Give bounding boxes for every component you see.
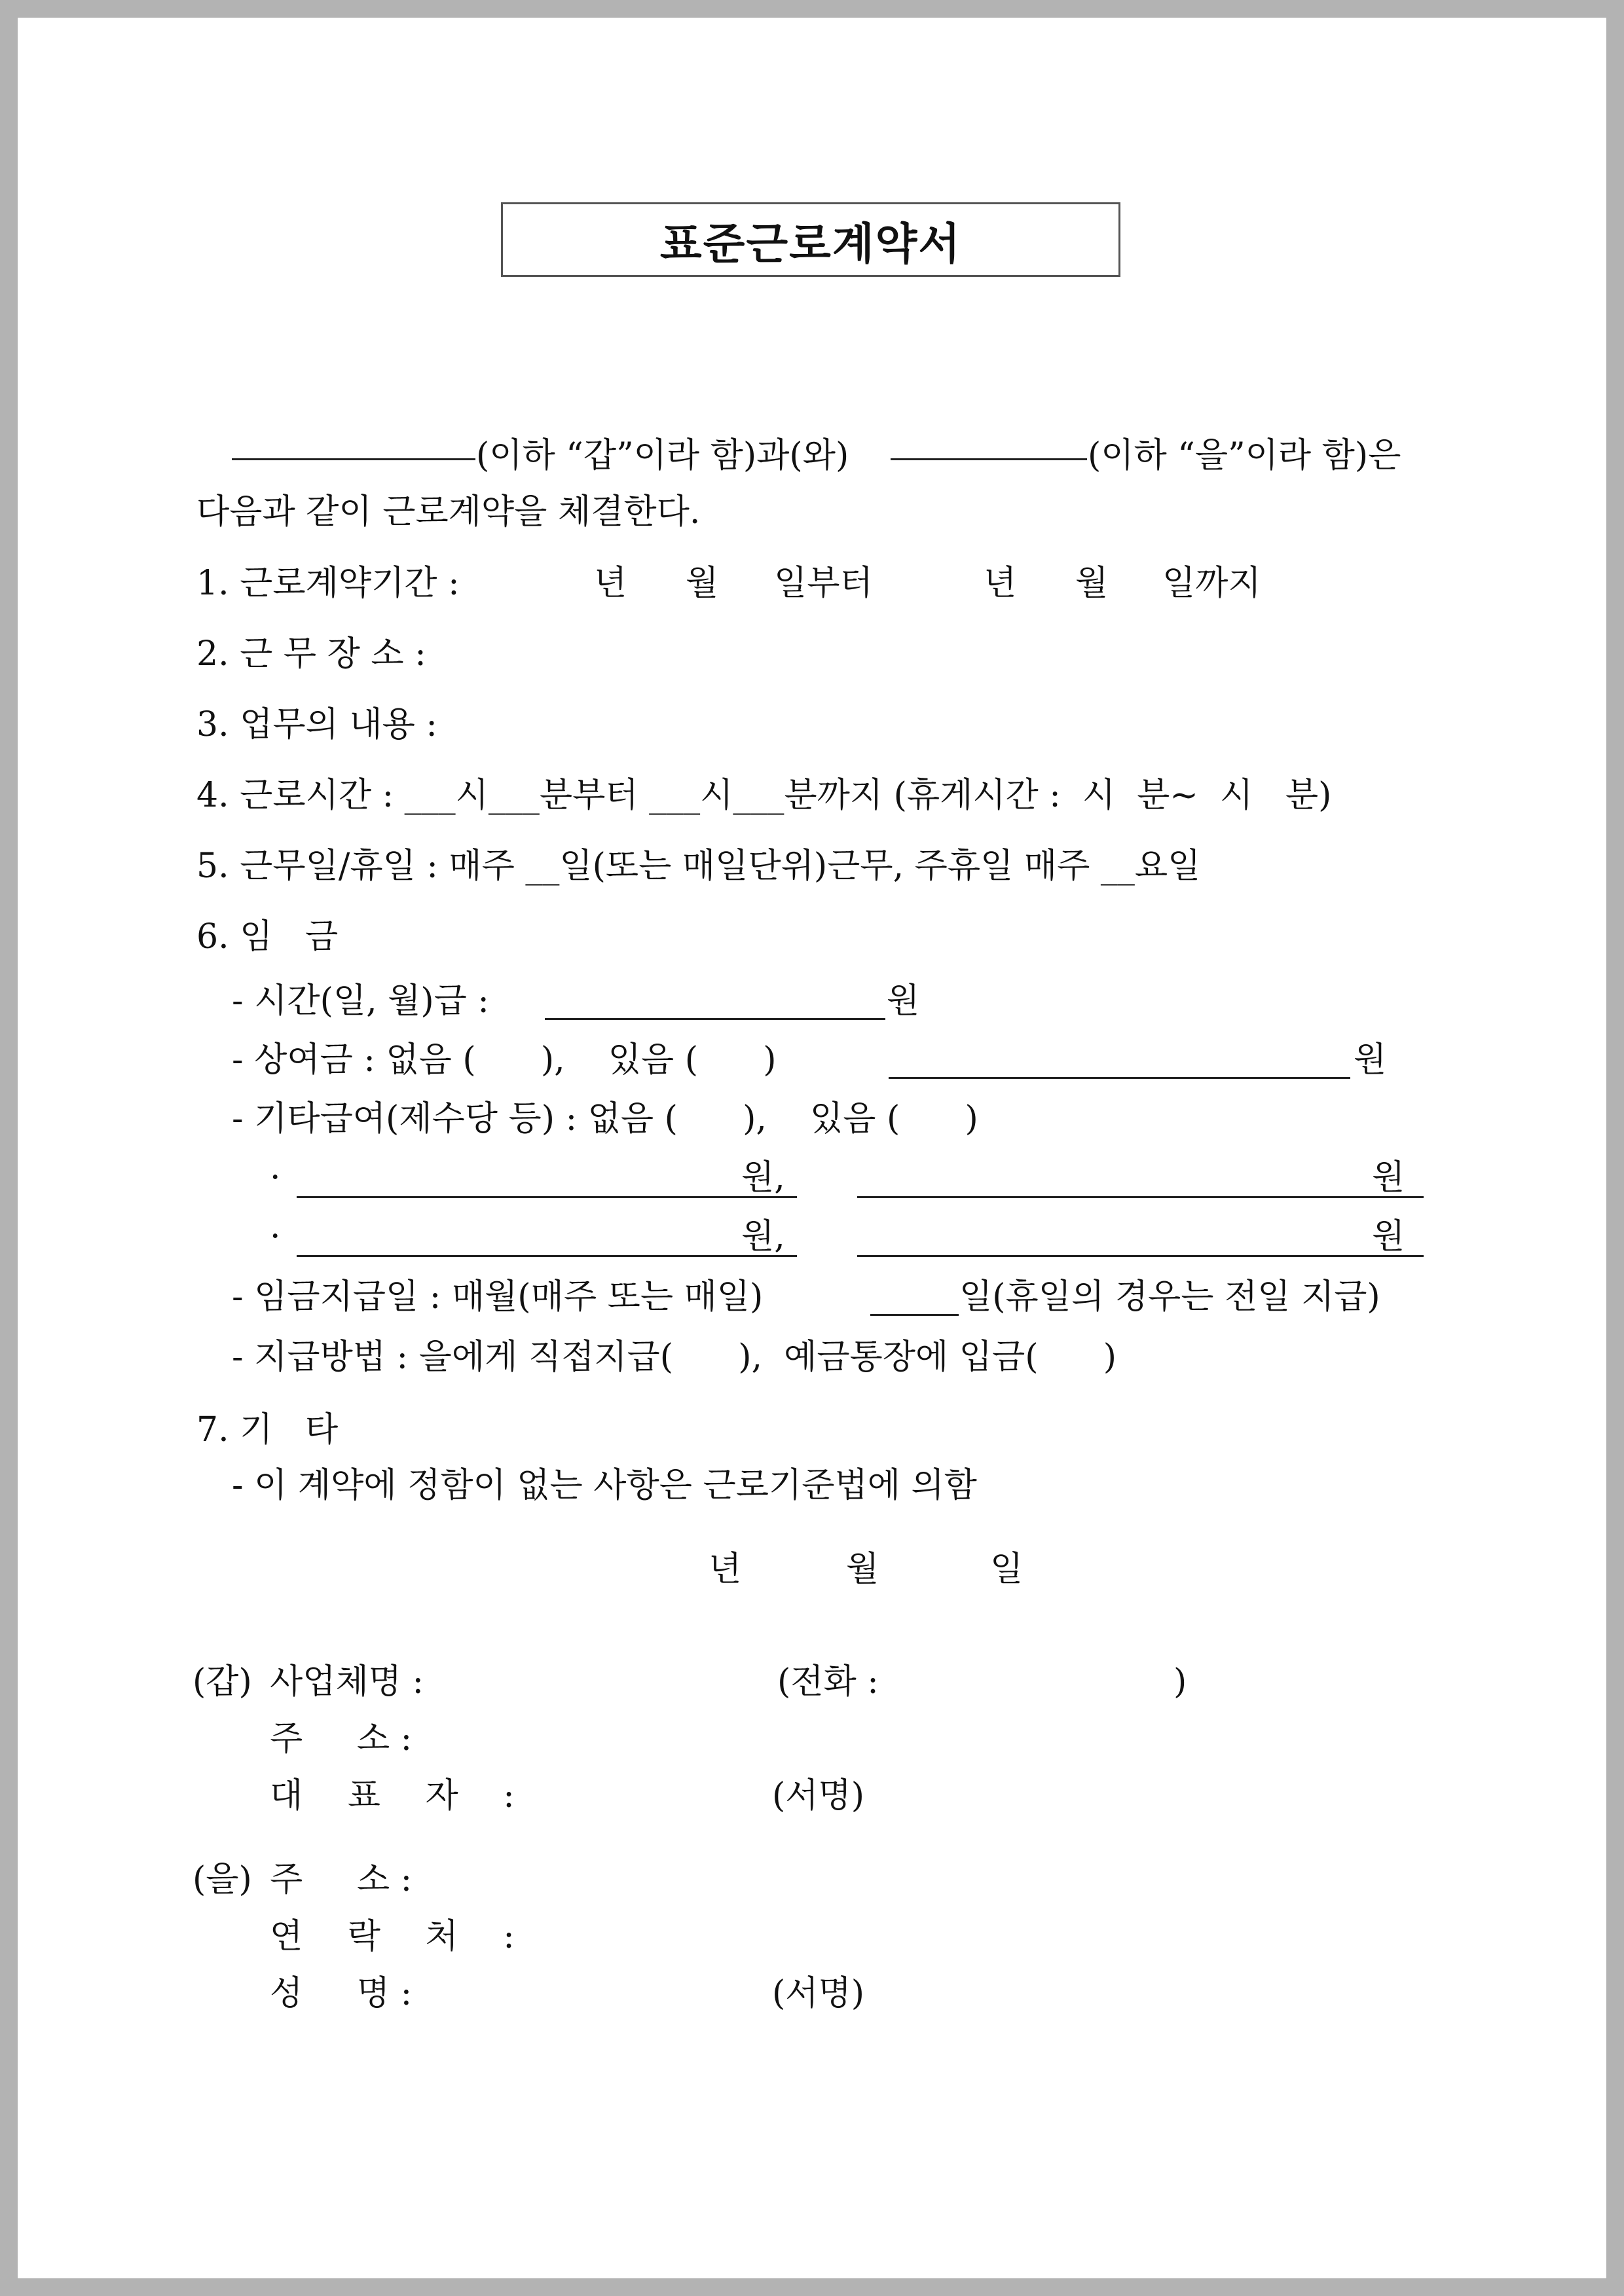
bonus-label: - 상여금 : 없음 ( ), 있음 ( ) [232,1040,777,1080]
payday-blank[interactable] [870,1314,959,1316]
other-pay-blank-a2[interactable] [297,1255,797,1257]
party-a-address-label: 주 소 : [270,1719,413,1758]
date-year: 년 [709,1550,742,1589]
other-pay-blank-a1[interactable] [297,1196,797,1198]
intro-part1: (이하 “갑”이라 함)과(와) [476,436,849,475]
employee-name-blank[interactable] [891,458,1087,460]
party-a-prefix: (갑) [193,1662,252,1702]
other-pay-label: - 기타급여(제수당 등) : 없음 ( ), 있음 ( ) [232,1099,978,1139]
other-pay-unit-b1: 원 [1372,1158,1405,1197]
item1-month1: 월 [686,564,719,603]
wage-hourly-unit: 원 [887,981,920,1021]
item2-workplace: 2. 근 무 장 소 : [196,634,426,674]
party-b-signature: (서명) [772,1974,865,2013]
other-pay-dot-1: · [270,1158,281,1197]
other-pay-unit-b2: 원 [1372,1217,1405,1256]
intro-line2: 다음과 같이 근로계약을 체결한다. [196,492,701,532]
item1-year2: 년 [984,564,1017,603]
document-title: 표준근로계약서 [501,202,1120,277]
item1-label: 1. 근로계약기간 : [196,564,460,603]
payment-method: - 지급방법 : 을에게 직접지급( ), 예금통장에 입금( ) [232,1338,1117,1377]
item1-day2: 일까지 [1162,564,1261,603]
item6-wage-heading: 6. 임 금 [196,917,339,957]
wage-hourly-label: - 시간(일, 월)급 : [232,981,489,1021]
other-pay-dot-2: · [270,1217,281,1256]
date-month: 월 [846,1550,879,1589]
party-a-signature: (서명) [772,1776,865,1815]
party-a-company-label: 사업체명 : [270,1662,424,1702]
party-a-representative-label: 대 표 자 : [270,1776,532,1815]
payday-label: - 임금지급일 : 매월(매주 또는 매일) [232,1277,764,1317]
item3-duties: 3. 업무의 내용 : [196,705,437,744]
other-pay-unit-a1: 원, [741,1158,785,1197]
date-day: 일 [990,1550,1024,1589]
item7-other-heading: 7. 기 타 [196,1410,339,1449]
wage-hourly-blank[interactable] [545,1018,885,1020]
bonus-amount-blank[interactable] [889,1077,1350,1079]
party-a-phone: (전화 : [777,1662,879,1702]
payday-suffix: 일(휴일의 경우는 전일 지급) [959,1277,1380,1317]
party-b-contact-label: 연 락 처 : [270,1917,532,1956]
item1-year1: 년 [594,564,627,603]
employer-name-blank[interactable] [232,458,475,460]
party-b-name-label: 성 명 : [270,1974,413,2013]
other-pay-unit-a2: 원, [741,1217,785,1256]
bonus-unit: 원 [1354,1040,1387,1080]
item1-day1: 일부터 [774,564,873,603]
contract-page [18,18,1606,2278]
item1-month2: 월 [1075,564,1109,603]
item5-workdays: 5. 근무일/휴일 : 매주 __일(또는 매일단위)근무, 주휴일 매주 __요일 [196,847,1201,886]
other-pay-blank-b2[interactable] [857,1255,1424,1257]
party-a-phone-close: ) [1173,1662,1187,1702]
item4-working-hours: 4. 근로시간 : ___시___분부터 ___시___분까지 (휴게시간 : 시 분~ 시 분) [196,776,1332,815]
other-pay-blank-b1[interactable] [857,1196,1424,1198]
intro-part2: (이하 “을”이라 함)은 [1088,436,1401,475]
party-b-prefix: (을) [193,1860,252,1899]
party-b-address-label: 주 소 : [270,1860,413,1899]
item7-other-text: - 이 계약에 정함이 없는 사항은 근로기준법에 의함 [232,1466,977,1505]
